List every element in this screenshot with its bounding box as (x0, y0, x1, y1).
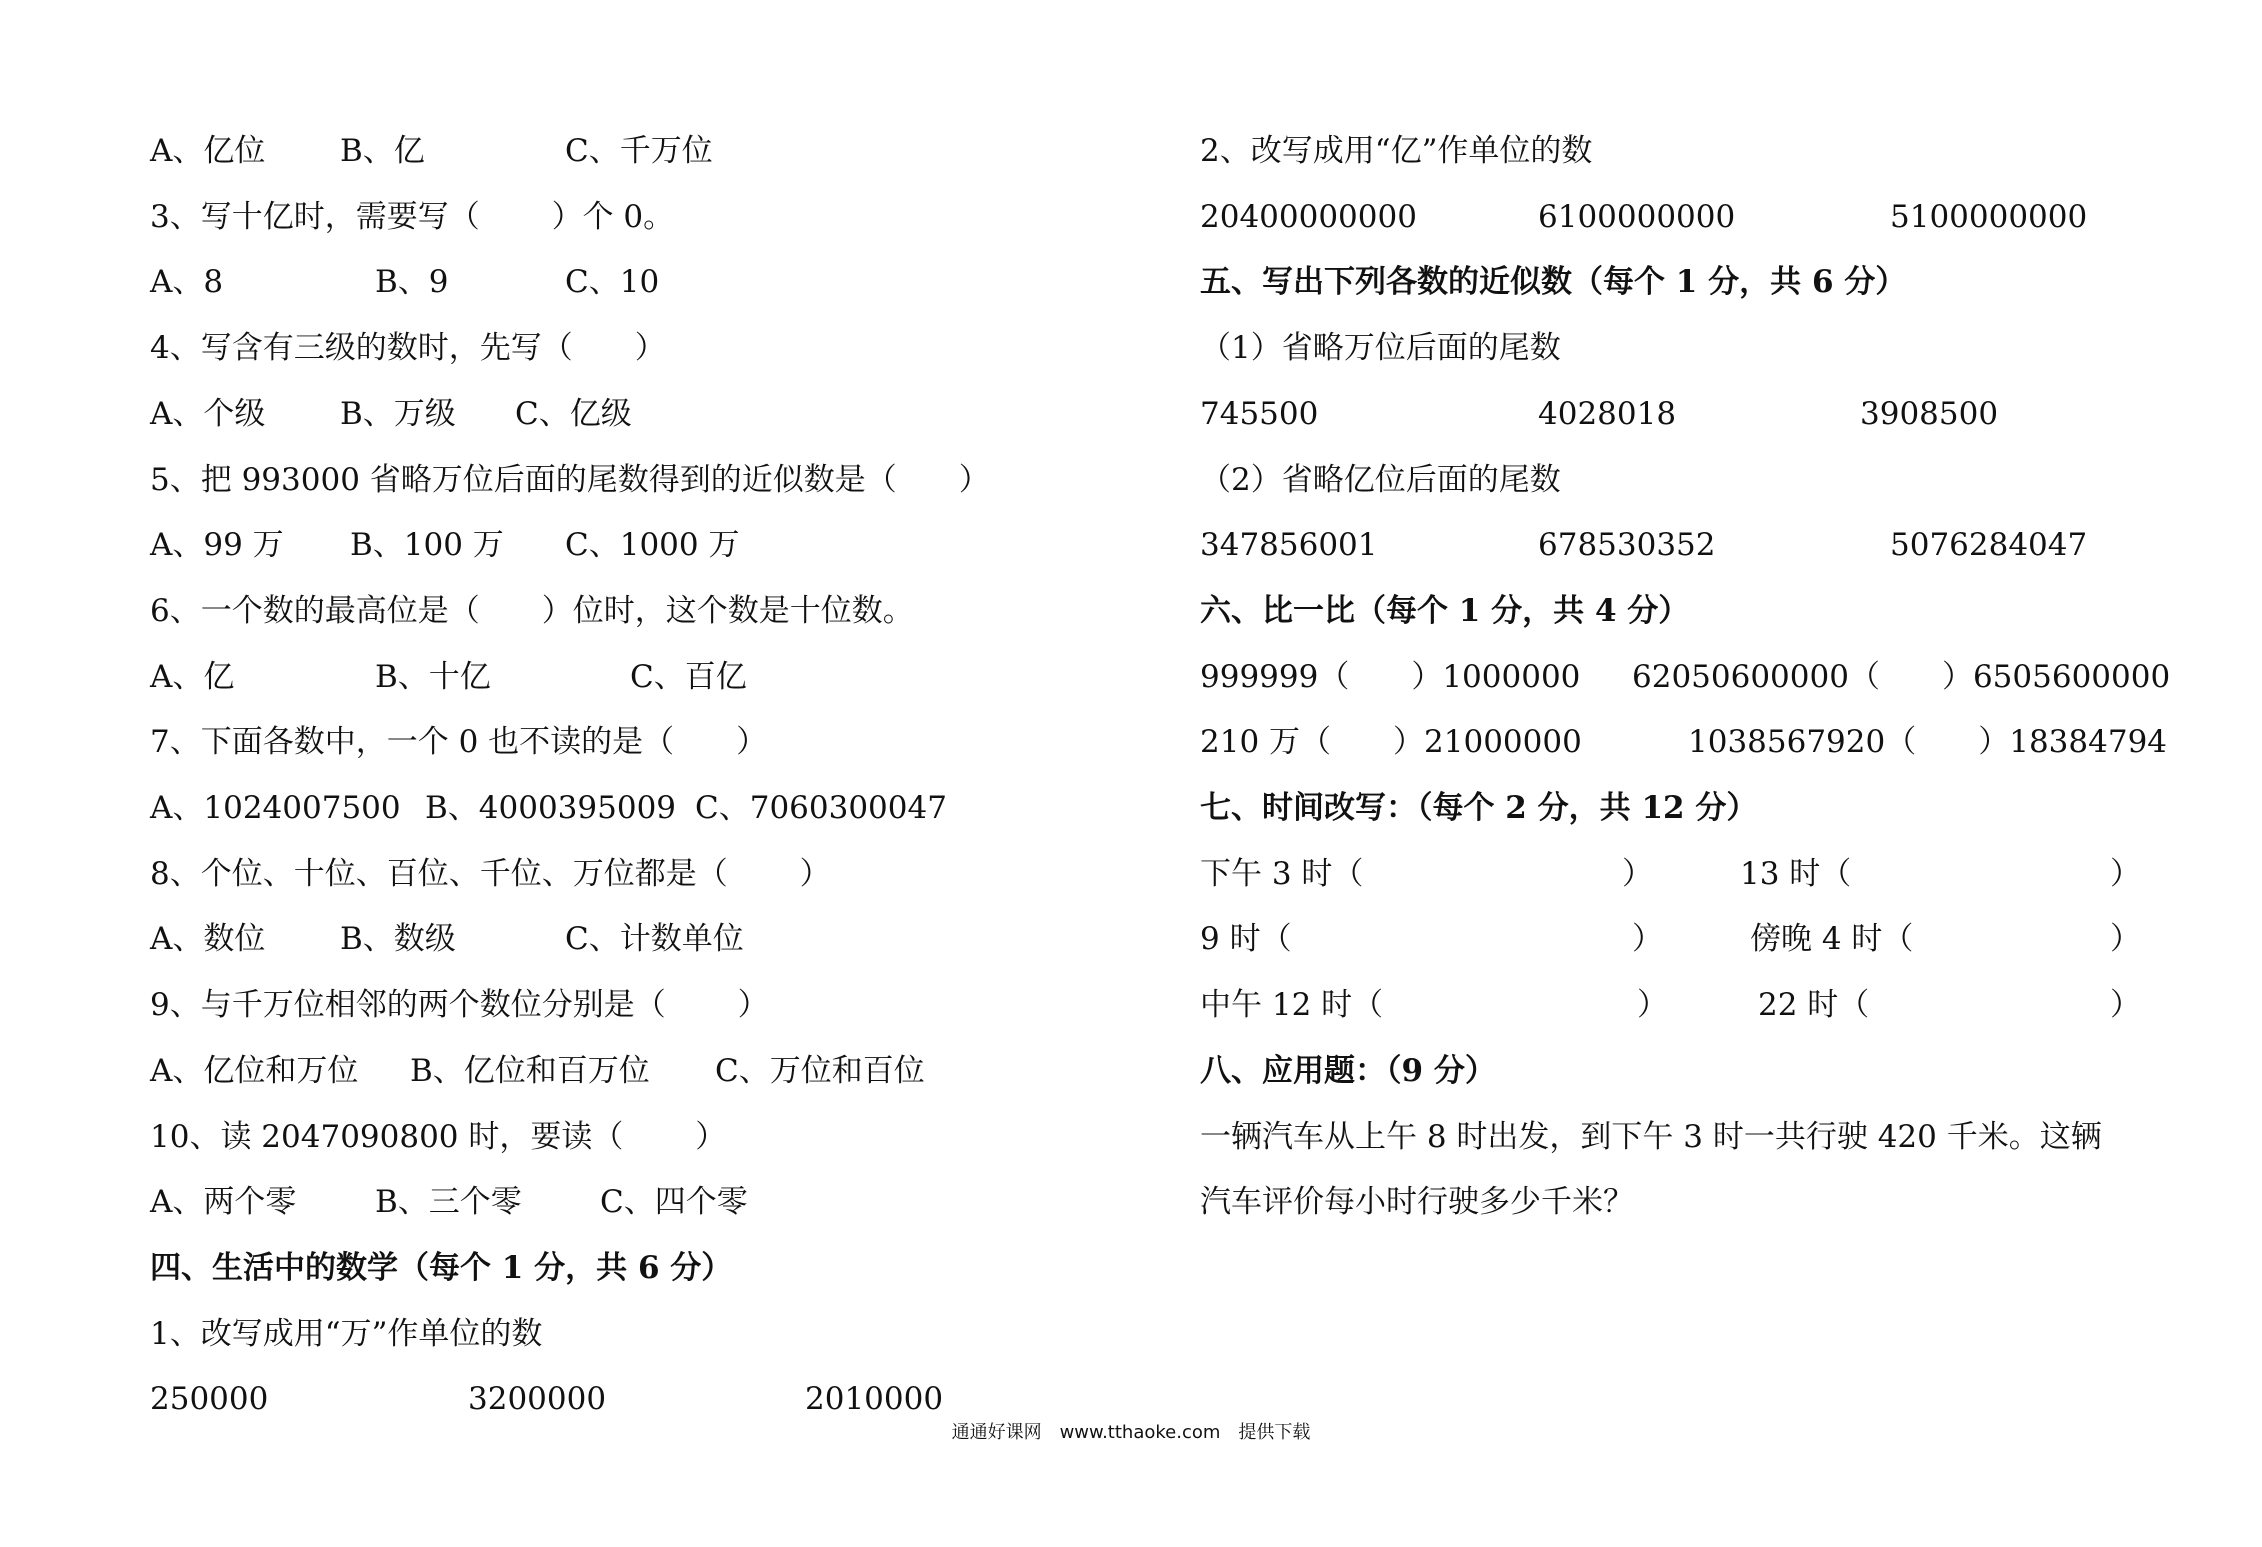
text-cell: B、9 (375, 264, 449, 301)
text-cell: 中午 12 时（ (1200, 987, 1384, 1024)
text-cell: （1）省略万位后面的尾数 (1200, 330, 1561, 367)
text-cell: C、万位和百位 (715, 1052, 925, 1089)
text-cell: ） (1622, 855, 1653, 892)
text-cell: 2010000 (805, 1381, 944, 1418)
text-cell: 347856001 (1200, 527, 1378, 564)
text-cell: ） (1637, 987, 1668, 1024)
text-cell: 13 时（ (1740, 855, 1852, 892)
text-cell: 250000 (150, 1381, 269, 1418)
text-cell: 22 时（ (1758, 987, 1870, 1024)
text-cell: 678530352 (1538, 527, 1716, 564)
text-cell: 一辆汽车从上午 8 时出发，到下午 3 时一共行驶 420 千米。这辆 (1200, 1118, 2102, 1155)
text-cell: A、亿 (150, 658, 235, 695)
text-cell: C、1000 万 (565, 527, 740, 564)
text-cell: 1038567920（ ）18384794 (1688, 724, 2168, 761)
text-cell: C、亿级 (515, 395, 632, 432)
text-cell: C、百亿 (630, 658, 747, 695)
text-cell: C、7060300047 (695, 790, 947, 826)
text-cell: 9、与千万位相邻的两个数位分别是（ ） (150, 987, 769, 1024)
text-cell: C、千万位 (565, 133, 713, 169)
text-cell: ） (2110, 855, 2141, 892)
text-cell: C、计数单位 (565, 921, 744, 958)
text-cell: B、三个零 (375, 1184, 522, 1221)
text-cell: A、两个零 (150, 1184, 297, 1221)
text-cell: C、四个零 (600, 1184, 748, 1221)
page-footer: 通通好课网 www.tthaoke.com 提供下载 (951, 1422, 1311, 1443)
text-cell: 4028018 (1538, 395, 1677, 432)
text-cell: 62050600000（ ）6505600000 (1632, 658, 2171, 695)
text-cell: 3200000 (468, 1381, 607, 1418)
text-cell: B、100 万 (350, 527, 504, 564)
text-cell: ） (2110, 987, 2141, 1024)
text-cell: 汽车评价每小时行驶多少千米？ (1200, 1184, 1634, 1221)
text-cell: 3、写十亿时，需要写（ ）个 0。 (150, 198, 675, 235)
text-cell: A、个级 (150, 395, 266, 432)
text-cell: 7、下面各数中，一个 0 也不读的是（ ） (150, 724, 768, 761)
text-cell: A、亿位和万位 (150, 1052, 359, 1089)
text-cell: B、数级 (340, 921, 456, 958)
text-cell: 1、改写成用“万”作单位的数 (150, 1315, 543, 1352)
text-cell: 999999（ ）1000000 (1200, 658, 1581, 695)
text-cell: 六、比一比（每个 1 分，共 4 分） (1200, 592, 1690, 629)
text-cell: 七、时间改写：（每个 2 分，共 12 分） (1200, 790, 1758, 826)
text-cell: B、十亿 (375, 658, 491, 695)
text-cell: B、万级 (340, 395, 456, 432)
text-cell: B、亿位和百万位 (410, 1052, 650, 1089)
text-cell: 6100000000 (1538, 198, 1736, 235)
text-cell: （2）省略亿位后面的尾数 (1200, 461, 1561, 498)
text-cell: 210 万（ ）21000000 (1200, 724, 1582, 761)
text-cell: 4、写含有三级的数时，先写（ ） (150, 330, 666, 367)
text-cell: C、10 (565, 264, 660, 301)
text-cell: 5100000000 (1890, 198, 2088, 235)
text-cell: A、8 (150, 264, 224, 301)
text-cell: ） (1632, 921, 1663, 958)
text-cell: 20400000000 (1200, 198, 1417, 235)
text-cell: B、4000395009 (425, 790, 677, 826)
text-cell: ） (2110, 921, 2141, 958)
text-cell: 8、个位、十位、百位、千位、万位都是（ ） (150, 855, 831, 892)
text-cell: A、99 万 (150, 527, 284, 564)
text-cell: 五、写出下列各数的近似数（每个 1 分，共 6 分） (1200, 264, 1907, 301)
text-cell: A、1024007500 (150, 790, 401, 826)
text-cell: 6、一个数的最高位是（ ）位时，这个数是十位数。 (150, 592, 914, 629)
text-cell: A、亿位 (150, 133, 266, 169)
text-cell: B、亿 (340, 133, 425, 169)
text-cell: 10、读 2047090800 时，要读（ ） (150, 1118, 727, 1155)
text-cell: A、数位 (150, 921, 266, 958)
text-cell: 5076284047 (1890, 527, 2088, 564)
text-cell: 5、把 993000 省略万位后面的尾数得到的近似数是（ ） (150, 461, 990, 498)
text-cell: 2、改写成用“亿”作单位的数 (1200, 133, 1593, 169)
text-cell: 9 时（ (1200, 921, 1292, 958)
text-cell: 3908500 (1860, 395, 1999, 432)
text-cell: 下午 3 时（ (1200, 855, 1364, 892)
text-cell: 八、应用题：（9 分） (1200, 1052, 1496, 1089)
text-cell: 745500 (1200, 395, 1319, 432)
text-cell: 四、生活中的数学（每个 1 分，共 6 分） (150, 1249, 733, 1286)
text-cell: 傍晚 4 时（ (1750, 921, 1914, 958)
